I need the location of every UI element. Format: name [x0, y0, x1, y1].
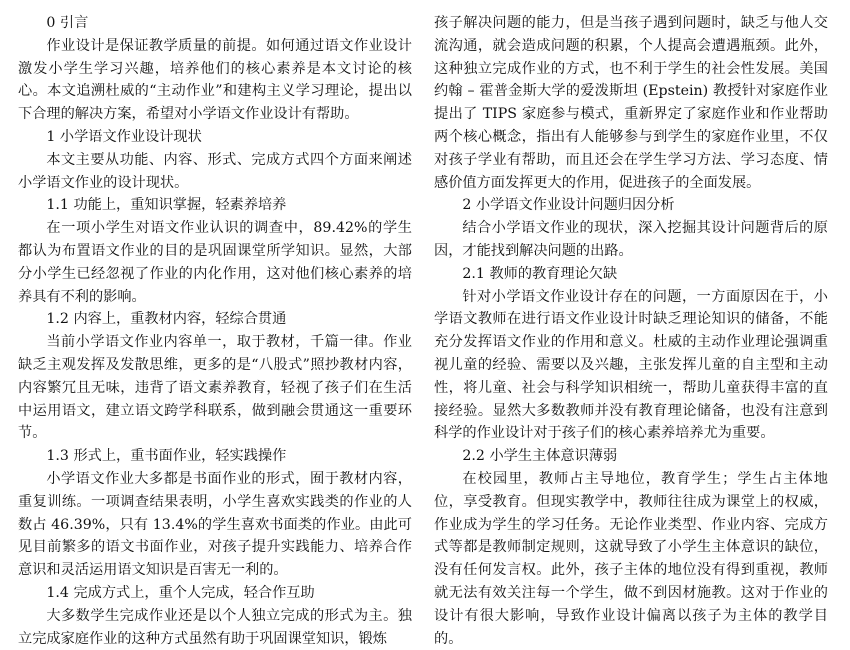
section-heading-1: 1 小学语文作业设计现状	[46, 128, 202, 145]
paragraph-1-4-continued: 孩子解决问题的能力，但是当孩子遇到问题时，缺乏与他人交流沟通，就会造成问题的积累，个人提高会遭遇瓶颈。此外，这种独立完成作业的方式，也不利于学生的社会性发展。美国约翰 – 霍普金斯大学的爱泼斯坦 (Epstein) 教授针对家庭作业提出了 TIPS 家庭参与模式，重新界定了家庭作业和作业帮助两个核心概念，指出有人能够参与到学生的家庭作业里，不仅对孩子学业有帮助，而且还会在学生学习方法、学习态度、情感价值方面发挥更大的作用，促进孩子的全面发展。	[434, 15, 828, 191]
section-heading-1-3: 1.3 形式上，重书面作业，轻实践操作	[46, 448, 287, 465]
paragraph-intro: 作业设计是保证教学质量的前提。如何通过语文作业设计激发小学生学习兴趣，培养他们的核心素养是本文讨论的核心。本文追溯杜威的“主动作业”和建构主义学习理论，提出以下合理的解决方案，希望对小学语文作业设计有帮助。	[18, 37, 412, 123]
section-heading-2-1: 2.1 教师的教育理论欠缺	[462, 265, 618, 282]
right-column	[434, 12, 828, 647]
section-heading-1-1: 1.1 功能上，重知识掌握，轻素养培养	[46, 197, 287, 214]
paragraph-1-1: 在一项小学生对语文作业认识的调查中，89.42%的学生都认为布置语文作业的目的是巩固课堂所学知识。显然，大部分小学生已经忽视了作业的内化作用，这对他们核心素养的培养具有不利的影响。	[18, 220, 412, 305]
paragraph-1: 本文主要从功能、内容、形式、完成方式四个方面来阐述小学语文作业的设计现状。	[18, 151, 412, 191]
section-heading-intro: 0 引言	[46, 15, 89, 31]
section-heading-1-4: 1.4 完成方式上，重个人完成，轻合作互助	[46, 584, 315, 601]
paragraph-2-1: 针对小学语文作业设计存在的问题，一方面原因在于，小学语文教师在进行语文作业设计时缺乏理论知识的储备，不能充分发挥语文作业的作用和意义。杜威的主动作业理论强调重视儿童的经验、需要以及兴趣，主张发挥儿童的自主型和主动性，将儿童、社会与科学知识相统一，帮助儿童获得丰富的直接经验。显然大多数教师并没有教育理论储备，也没有注意到科学的作业设计对于孩子们的核心素养培养尤为重要。	[434, 288, 828, 442]
section-heading-2-2: 2.2 小学生主体意识薄弱	[462, 448, 618, 465]
section-heading-2: 2 小学语文作业设计问题归因分析	[462, 197, 675, 214]
paragraph-1-3: 小学语文作业大多都是书面作业的形式，囿于教材内容，重复训练。一项调查结果表明，小学生喜欢实践类的作业的人数占 46.39%，只有 13.4%的学生喜欢书面类的作业。由此可见目前繁多的语文书面作业，对孩子提升实践能力、培养合作意识和灵活运用语文知识是百害无一利的。	[18, 470, 412, 579]
paragraph-1-4: 大多数学生完成作业还是以个人独立完成的形式为主。独立完成家庭作业的这种方式虽然有助于巩固课堂知识，锻炼	[18, 607, 412, 647]
paragraph-2-2: 在校园里，教师占主导地位，教育学生；学生占主体地位，享受教育。但现实教学中，教师往往成为课堂上的权威，作业成为学生的学习任务。无论作业类型、作业内容、完成方式等都是教师制定规则，这就导致了小学生主体意识的缺位，没有任何发言权。此外，孩子主体的地位没有得到重视，教师就无法有效关注每一个学生，做不到因材施教。这对于作业的设计有很大影响，导致作业设计偏离以孩子为主体的教学目的。	[434, 470, 828, 647]
section-heading-1-2: 1.2 内容上，重教材内容，轻综合贯通	[46, 311, 287, 328]
paragraph-1-2: 当前小学语文作业内容单一，取于教材，千篇一律。作业缺乏主观发挥及发散思维，更多的是“八股式”照抄教材内容，内容繁冗且无味，违背了语文素养教育，轻视了孩子们在生活中运用语文，建立语文跨学科联系，做到融会贯通这一重要环节。	[18, 334, 412, 442]
paragraph-2: 结合小学语文作业的现状，深入挖掘其设计问题背后的原因，才能找到解决问题的出路。	[434, 220, 828, 259]
left-column	[18, 12, 412, 647]
